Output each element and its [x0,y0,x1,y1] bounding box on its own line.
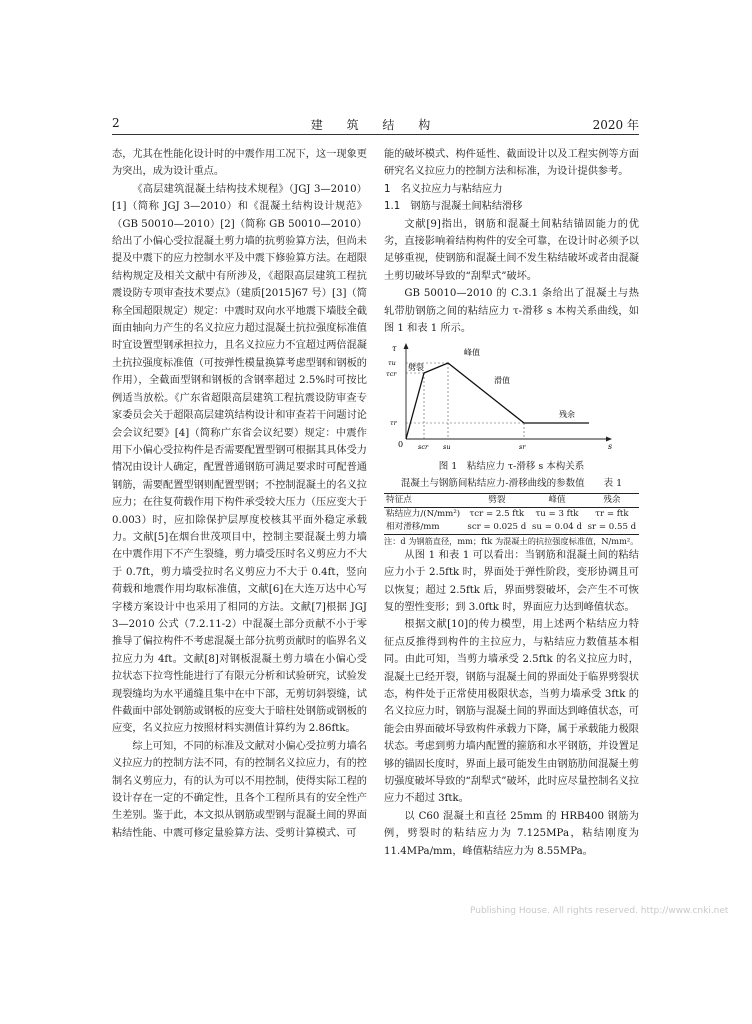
page-number: 2 [112,116,120,130]
tick-s-cr: scr [418,443,429,452]
tick-tau-u: τu [388,359,396,368]
label-slip: 滑值 [494,376,510,386]
tick-s-u: su [443,443,451,452]
paragraph: 能的破坏模式、构件延性、截面设计以及工程实例等方面研究名义拉应力的控制方法和标准，为设计提供参考。 [384,149,639,178]
paragraph: 《高层建筑混凝土结构技术规程》（JGJ 3—2010）[1]（简称 JGJ 3—2010）和《混凝土结构设计规范》（GB 50010—2010）[2]（简称 GB 50010—2010）给出了小偏心受拉混凝土剪力墙的抗剪验算方法，但尚未提及中震下的应力控制水平及中震下修验算方法。在超限结构规定及相关文献中有所涉及，《超限高层建筑工程抗震设防专项审查技术要点》（建质[2015]67 号）[3]（简称全国超限规定）规定：中震时双向水平地震下墙肢全截面由轴向力产生的名义拉应力超过混凝土抗拉强度标准值时宜设置型钢承担拉力，且名义拉应力不宜超过两倍混凝土抗拉强度标准值（可按弹性模量换算考虑型钢和钢板的作用），全截面型钢和钢板的含钢率超过 2.5%时可按比例适当放松。《广东省超限高层建筑工程抗震设防审查专家委员会关于超限高层建筑结构设计和审查若干问题讨论会会议纪要》[4]（简称广东省会议纪要）规定：中震作用下小偏心受拉构件是否需要配置型钢可根据其具体受力情况由设计人确定，配置普通钢筋可满足要求时可配普通钢筋，需要配置型钢则配置型钢；不控制混凝土的名义拉应力；在往复荷载作用下构件承受较大压力（压应变大于 0.003）时，应扣除保护层厚度校核其平面外稳定承载力。文献[5]在烟台世茂项目中，控制主要混凝土剪力墙在中震作用下不产生裂缝，剪力墙受压时名义剪应力不大于 0.7ft，剪力墙受拉时名义剪应力不大于 0.4ft，竖向荷载和地震作用均取标准值，文献[6]在大连万达中心写字楼方案设计中也采用了相同的方法。文献[7]根据 JGJ 3—2010 公式（7.2.11-2）中混凝土部分贡献不小于零推导了偏拉构件不考虑混凝土部分抗剪贡献时的临界名义拉应力为 4ft。文献[8]对钢板混凝土剪力墙在小偏心受拉状态下拉弯性能进行了有限元分析和试验研究，试验发现裂缝均为水平通缝且集中在中下部，无剪切斜裂缝，试件截面中部处钢筋或钢板的应变大于暗柱处钢筋或钢板的应变，名义拉应力按照材料实测值计算约为 2.86ftk。 [112,183,367,735]
paragraph: 从图 1 和表 1 可以看出：当钢筋和混凝土间的粘结应力小于 2.5ftk 时，界面处于弹性阶段，变形协调且可以恢复；超过 2.5ftk 后，界面劈裂破坏，会产生不可恢复的塑性变形；到 3.0ftk 时，界面应力达到峰值状态。 [384,549,639,613]
paragraph: 文献[9]指出，钢筋和混凝土间粘结锚固能力的优劣，直接影响着结构构件的安全可靠，在设计时必须予以足够重视，使钢筋和混凝土间不发生粘结破坏或者由混凝土剪切破坏导致的“刮犁式”破坏。 [384,218,639,282]
label-residual: 残余 [559,410,575,420]
paragraph: 根据文献[10]的传力模型，用上述两个粘结应力特征点反推得到构件的主拉应力，与粘结应力数值基本相同。由此可知，当剪力墙承受 2.5ftk 的名义拉应力时，混凝土已经开裂，钢筋与混凝土间的界面处于临界劈裂状态，构件处于正常使用极限状态，当剪力墙承受 3ftk 的名义拉应力时，钢筋与混凝土间的界面达到峰值状态，可能会由界面破坏导致构件承载力下降，属于承载能力极限状态。考虑到剪力墙内配置的箍筋和水平钢筋，并设置足够的锚固长度时，界面上最可能发生由钢筋肋间混凝土剪切强度破坏导致的“刮犁式”破坏，此时应尽量控制名义拉应力不超过 3ftk。 [384,619,639,805]
figure-1 [384,343,639,475]
table-cell: τu = 3 ftk [535,508,579,519]
x-axis-arrow [606,437,612,442]
header-rule [112,134,639,135]
origin-label: 0 [398,440,404,450]
table-caption: 混凝土与钢筋间粘结应力-滑移曲线的参数值 表 1 [400,478,623,490]
table-cell: τr = ftk [595,508,629,519]
paragraph: GB 50010—2010 的 C.3.1 条给出了混凝土与热轧带肋钢筋之间的粘结应力 τ-滑移 s 本构关系曲线，如图 1 和表 1 所示。 [384,288,639,335]
table-cell: sr = 0.55 d [585,521,639,535]
table-row [384,521,639,535]
section-heading: 1 名义拉应力与粘结应力 [384,183,503,195]
table-cell: τcr = 2.5 ftk [469,508,525,519]
figure-caption: 图 1 粘结应力 τ-滑移 s 本构关系 [438,460,585,472]
paragraph: 态，尤其在性能化设计时的中震作用工况下，这一现象更为突出，成为设计重点。 [112,149,367,178]
subsection-heading: 1.1 钢筋与混凝土间粘结滑移 [384,201,523,213]
tick-s-r: sr [519,443,526,452]
paragraph: 综上可知，不同的标准及文献对小偏心受拉剪力墙名义拉应力的控制方法不同，有的控制名义拉应力，有的控制名义剪应力，有的认为可以不用控制，使得实际工程的设计存在一定的不确定性，且各个工程所具有的安全性产生差别。鉴于此，本文拟从钢筋或型钢与混凝土间的界面粘结性能、中震可修定量验算方法、受剪计算模式、可 [112,740,367,839]
table-cell: 粘结应力/(N/mm²) [386,508,461,519]
bond-slip-curve [384,343,639,451]
table-cell: su = 0.04 d [529,521,585,535]
journal-title: 建 筑 结 构 [310,118,441,132]
table-header: 残余 [585,493,639,507]
table-cell: 相对滑移/mm [384,521,464,535]
table-row [384,507,639,521]
table-header: 特征点 [384,493,464,507]
bond-slip-line [406,363,589,439]
right-column [384,146,639,860]
table-cell: scr = 0.025 d [464,521,529,535]
table-header: 劈裂 [464,493,529,507]
tick-tau-cr: τcr [386,370,397,379]
paragraph: 以 C60 混凝土和直径 25mm 的 HRB400 钢筋为例，劈裂时的粘结应力为 7.125MPa，粘结刚度为 11.4MPa/mm，峰值粘结应力为 8.55MPa。 [384,810,639,857]
page-header [112,116,639,134]
table-note: 注：d 为钢筋直径，mm；ftk 为混凝土的抗拉强度标准值，N/mm²。 [384,535,639,546]
label-crack: 劈裂 [408,363,424,373]
left-column [112,146,367,842]
label-peak: 峰值 [464,348,480,358]
x-axis-label: s [608,442,613,452]
table-header: 峰值 [529,493,585,507]
journal-year: 2020 年 [592,118,639,132]
table-header-row [384,493,639,507]
parameter-table [384,493,639,535]
tick-tau-r: τr [390,419,397,428]
watermark: Publishing House. All rights reserved. http://www.cnki.net [470,906,729,916]
y-axis-label: τ [392,344,397,354]
y-axis-arrow [404,343,409,349]
